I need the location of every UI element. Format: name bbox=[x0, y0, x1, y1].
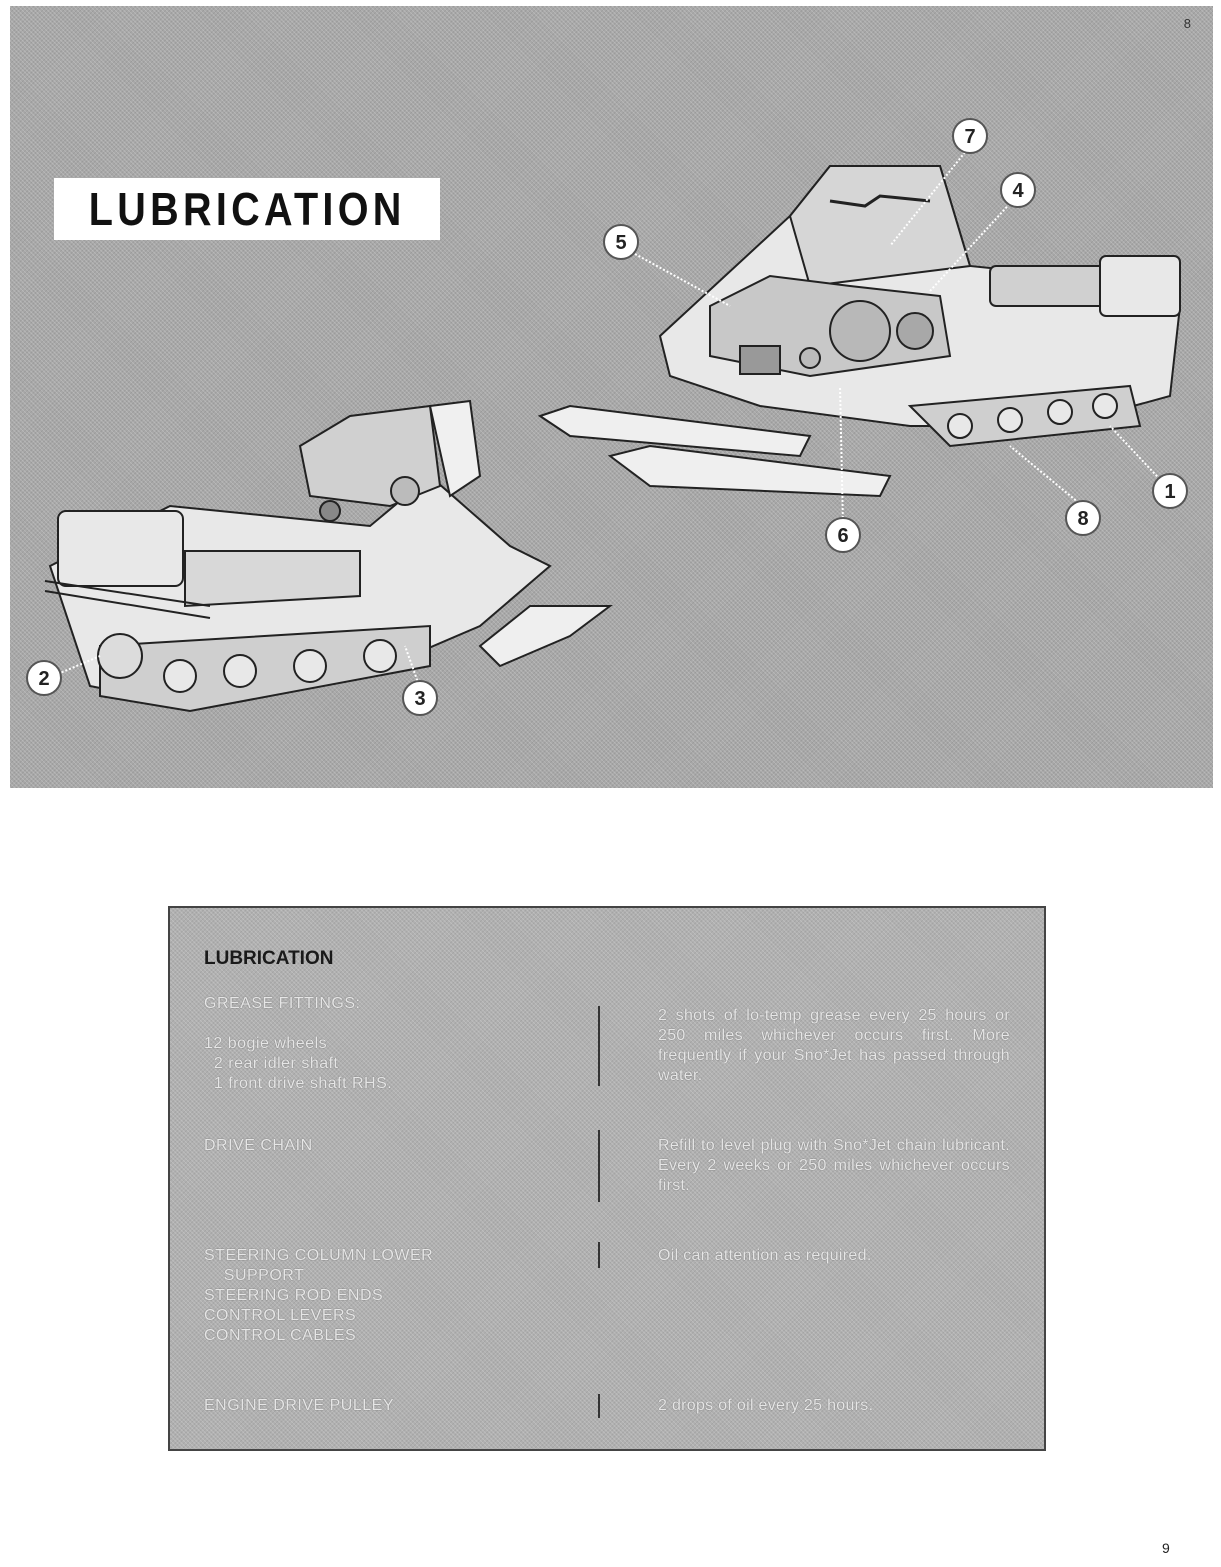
table-title: LUBRICATION bbox=[204, 948, 334, 969]
row-instruction-steering: Oil can attention as required. bbox=[658, 1247, 872, 1264]
row-item-drive-pulley: ENGINE DRIVE PULLEY bbox=[204, 1397, 394, 1414]
svg-text:5: 5 bbox=[615, 232, 627, 254]
illustration-panel bbox=[10, 6, 1213, 788]
svg-text:7: 7 bbox=[964, 126, 976, 148]
row-instruction-grease: 2 shots of lo-temp grease every 25 hours or 250 miles whichever occurs first. More frequently if your Sno*Jet has passed through water. bbox=[658, 1007, 1010, 1084]
svg-text:2: 2 bbox=[38, 668, 50, 690]
callout-3 bbox=[403, 681, 437, 715]
page-number: 9 bbox=[1162, 1540, 1170, 1556]
callout-8 bbox=[1066, 501, 1100, 535]
svg-text:4: 4 bbox=[1012, 180, 1024, 202]
row-instruction-pulley: 2 drops of oil every 25 hours. bbox=[658, 1397, 874, 1414]
callout-5 bbox=[604, 225, 638, 259]
callout-2 bbox=[27, 661, 61, 695]
row-divider bbox=[598, 1130, 600, 1202]
callout-4 bbox=[1001, 173, 1035, 207]
corner-page-number: 8 bbox=[1183, 16, 1191, 31]
banner-title: LUBRICATION bbox=[88, 183, 406, 235]
callout-1 bbox=[1153, 474, 1187, 508]
row-divider bbox=[598, 1006, 600, 1086]
row-instruction-chain: Refill to level plug with Sno*Jet chain lubricant. Every 2 weeks or 250 miles whichever occurs first. bbox=[658, 1137, 1010, 1194]
callout-7 bbox=[953, 119, 987, 153]
svg-text:1: 1 bbox=[1164, 481, 1176, 503]
row-divider bbox=[598, 1242, 600, 1268]
callout-6 bbox=[826, 518, 860, 552]
left-snowmobile-drawing bbox=[45, 401, 610, 711]
svg-text:3: 3 bbox=[414, 688, 426, 710]
row-item-drive-chain: DRIVE CHAIN bbox=[204, 1137, 313, 1154]
svg-text:8: 8 bbox=[1077, 508, 1089, 530]
lubrication-banner bbox=[54, 178, 440, 240]
snowmobile-illustration bbox=[10, 6, 1213, 788]
svg-text:6: 6 bbox=[837, 525, 849, 547]
row-divider bbox=[598, 1394, 600, 1418]
row-item-steering: STEERING COLUMN LOWER SUPPORT STEERING ROD ENDS CONTROL LEVERS CONTROL CABLES bbox=[204, 1247, 434, 1344]
row-item-grease-fittings: GREASE FITTINGS: 12 bogie wheels 2 rear idler shaft 1 front drive shaft RHS. bbox=[204, 995, 393, 1092]
lubrication-table bbox=[168, 906, 1046, 1451]
right-snowmobile-drawing bbox=[540, 166, 1180, 496]
